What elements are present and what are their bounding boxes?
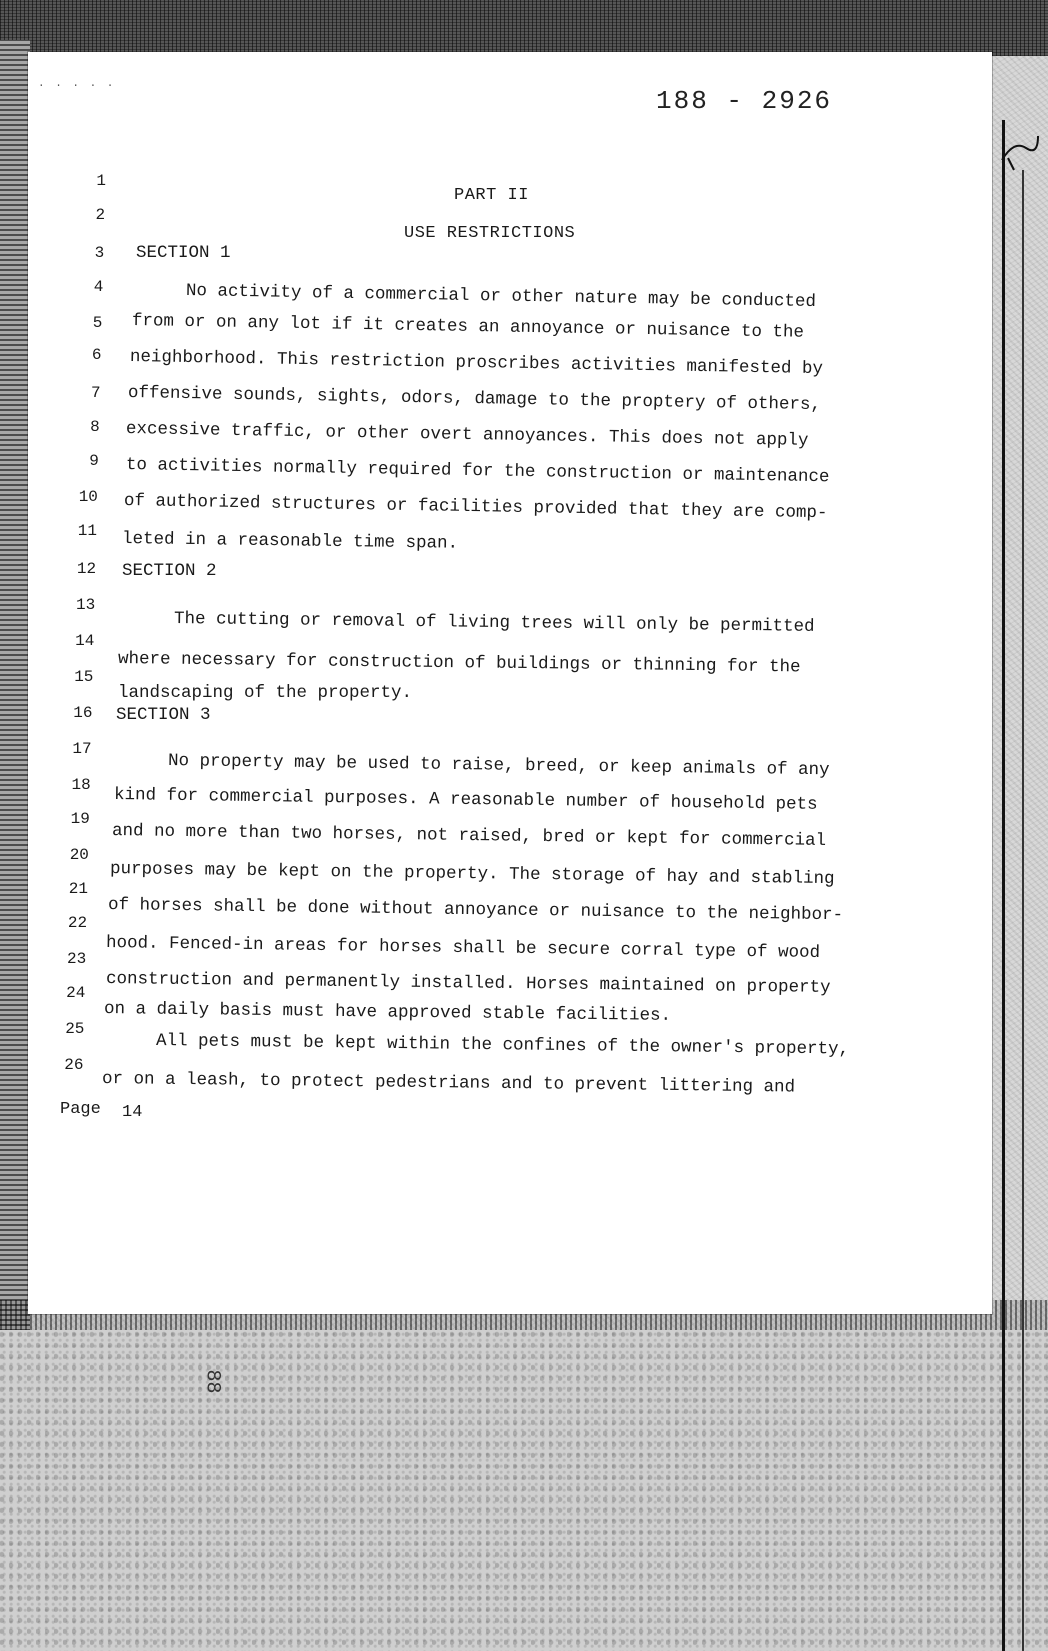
body-text-line: of authorized structures or facilities provided that they are comp-: [123, 491, 828, 524]
body-text-line: hood. Fenced-in areas for horses shall be secure corral type of wood: [105, 933, 821, 963]
margin-stamp: 88: [200, 1369, 224, 1394]
page-footer-number: 14: [122, 1103, 143, 1122]
body-text-line: The cutting or removal of living trees will only be permitted: [173, 609, 815, 637]
pen-mark: [1000, 130, 1040, 190]
body-text-line: and no more than two horses, not raised, bred or kept for commercial: [111, 821, 827, 851]
body-text-line: offensive sounds, sights, odors, damage to the proptery of others,: [127, 383, 822, 416]
line-number: 8: [90, 418, 100, 436]
line-number: 9: [89, 452, 99, 470]
body-text-line: purposes may be kept on the property. The storage of hay and stabling: [109, 859, 835, 890]
line-number: 26: [64, 1056, 84, 1074]
section-label: SECTION 1: [136, 243, 231, 263]
line-number: 25: [65, 1020, 85, 1038]
body-text-line: to activities normally required for the construction or maintenance: [125, 455, 830, 488]
line-number: 19: [70, 810, 90, 828]
corner-marks: . . . . .: [38, 78, 116, 90]
body-text-line: on a daily basis must have approved stable facilities.: [103, 999, 672, 1026]
line-number: 10: [78, 488, 98, 506]
body-text-line: No activity of a commercial or other nature may be conducted: [185, 281, 817, 312]
section-label: SECTION 3: [116, 705, 211, 725]
body-text-line: from or on any lot if it creates an annoyance or nuisance to the: [131, 311, 805, 343]
binder-rule-line-outer: [1022, 170, 1024, 1651]
body-text-line: kind for commercial purposes. A reasonable number of household pets: [113, 785, 818, 815]
body-text-line: construction and permanently installed. Horses maintained on property: [105, 969, 831, 998]
line-number: 3: [94, 244, 105, 262]
line-number: 22: [67, 914, 88, 932]
page-footer-label: Page: [60, 1100, 101, 1119]
line-number: 4: [93, 278, 104, 296]
line-number: 6: [91, 346, 102, 364]
scan-lower-area: [0, 1330, 1048, 1651]
line-number: 18: [71, 776, 91, 794]
line-number: 12: [76, 560, 97, 578]
line-number: 14: [75, 632, 95, 650]
body-text-line: where necessary for construction of buildings or thinning for the: [117, 649, 801, 678]
part-title: PART II: [454, 186, 529, 205]
line-number: 11: [77, 522, 97, 540]
line-number: 13: [75, 596, 96, 614]
document-page: [28, 52, 992, 1314]
line-number: 15: [74, 668, 94, 686]
body-text-line: landscaping of the property.: [118, 683, 413, 703]
body-text-line: neighborhood. This restriction proscribes activities manifested by: [129, 347, 824, 380]
body-text-line: or on a leash, to protect pedestrians and to prevent littering and: [101, 1069, 796, 1098]
body-text-line: leted in a reasonable time span.: [121, 529, 459, 554]
body-text-line: of horses shall be done without annoyance or nuisance to the neighbor-: [107, 895, 844, 926]
line-number: 21: [68, 880, 88, 898]
line-number: 1: [96, 172, 106, 190]
document-number: 188 - 2926: [656, 86, 833, 116]
body-text-line: excessive traffic, or other overt annoyances. This does not apply: [125, 419, 809, 451]
line-number: 7: [90, 384, 101, 402]
line-number: 5: [92, 314, 103, 332]
section-heading: USE RESTRICTIONS: [404, 224, 576, 243]
scan-top-edge: [0, 0, 1048, 56]
section-label: SECTION 2: [122, 561, 217, 581]
line-number: 23: [66, 950, 87, 968]
binder-rule-line: [1002, 120, 1005, 1651]
body-text-line: No property may be used to raise, breed, or keep animals of any: [167, 751, 830, 781]
line-number: 16: [73, 704, 93, 722]
body-text-line: All pets must be kept within the confines of the owner's property,: [155, 1031, 850, 1060]
line-number: 24: [66, 984, 86, 1002]
line-number: 20: [69, 846, 89, 864]
line-number: 17: [72, 740, 92, 758]
line-number: 2: [95, 206, 106, 224]
